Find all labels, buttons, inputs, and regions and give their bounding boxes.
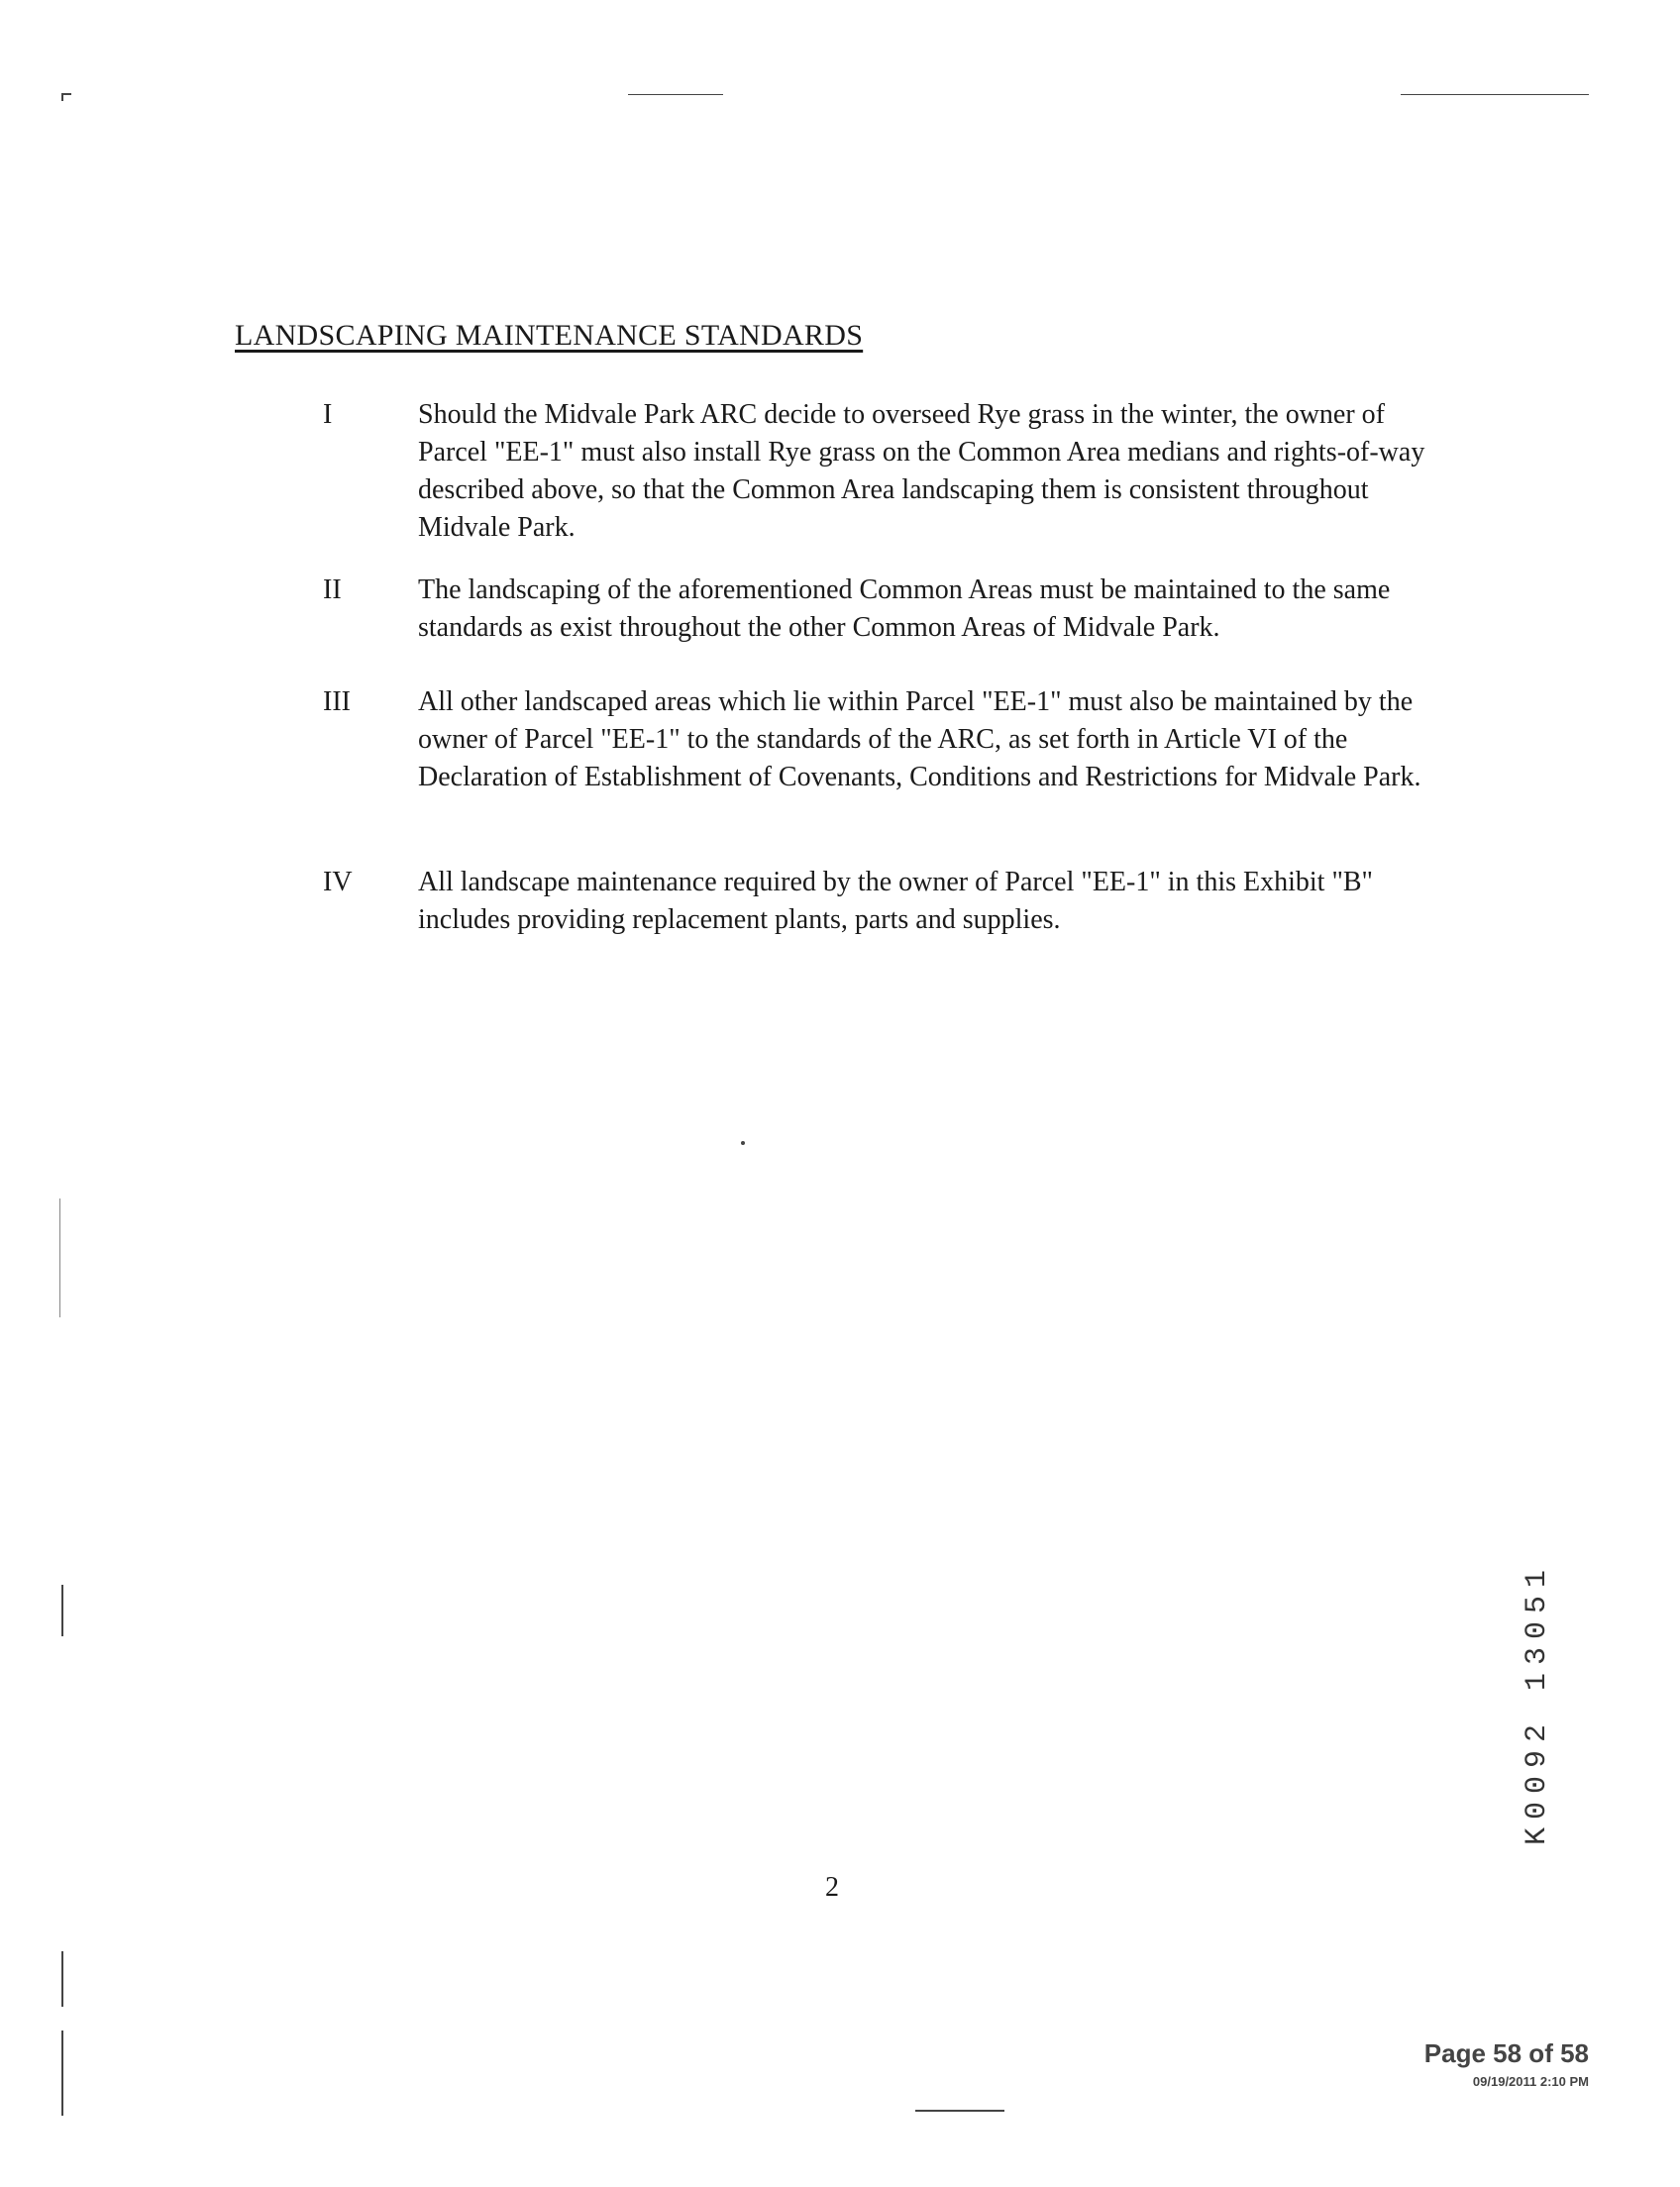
page-number: 2 (825, 1872, 839, 1903)
footer-page-label: Page 58 of 58 (1423, 2038, 1589, 2068)
item-number: III (323, 686, 351, 717)
item-text: All landscape maintenance required by the owner of Parcel "EE-1" in this Exhibit "B" includes providing replacement plants, parts and supplies. (418, 867, 1373, 935)
item-number: II (323, 574, 342, 605)
scan-artifact (741, 1141, 745, 1145)
scan-artifact (1401, 94, 1589, 95)
scan-artifact (915, 2110, 1004, 2112)
item-text: All other landscaped areas which lie within Parcel "EE-1" must also be maintained by the owner of Parcel "EE-1" to the standards of the ARC, as set forth in Article VI of the Declaration of Establishment of Covenants, Conditions and Restrictions for Midvale Park. (418, 686, 1421, 792)
item-number: I (323, 399, 333, 430)
scan-artifact (61, 93, 63, 101)
scan-artifact (628, 94, 723, 95)
section-heading: LANDSCAPING MAINTENANCE STANDARDS (235, 319, 864, 352)
item-text: The landscaping of the aforementioned Common Areas must be maintained to the same standards as exist throughout the other Common Areas of Midvale Park. (418, 574, 1391, 643)
scan-artifact (61, 1951, 63, 2007)
scan-artifact (61, 2031, 63, 2116)
scan-artifact (61, 1585, 63, 1636)
recording-stamp-text: K0092 13051 (1521, 1561, 1554, 1846)
footer-timestamp: 09/19/2011 2:10 PM (1472, 2074, 1589, 2089)
item-number: IV (323, 867, 353, 897)
recording-stamp (1518, 1545, 1557, 1862)
item-text: Should the Midvale Park ARC decide to overseed Rye grass in the winter, the owner of Parcel "EE-1" must also install Rye grass on the Common Area medians and rights-of-way described above, so that the Common Area landscaping them is consistent throughout Midvale Park. (418, 399, 1425, 543)
scan-artifact (59, 1198, 60, 1317)
